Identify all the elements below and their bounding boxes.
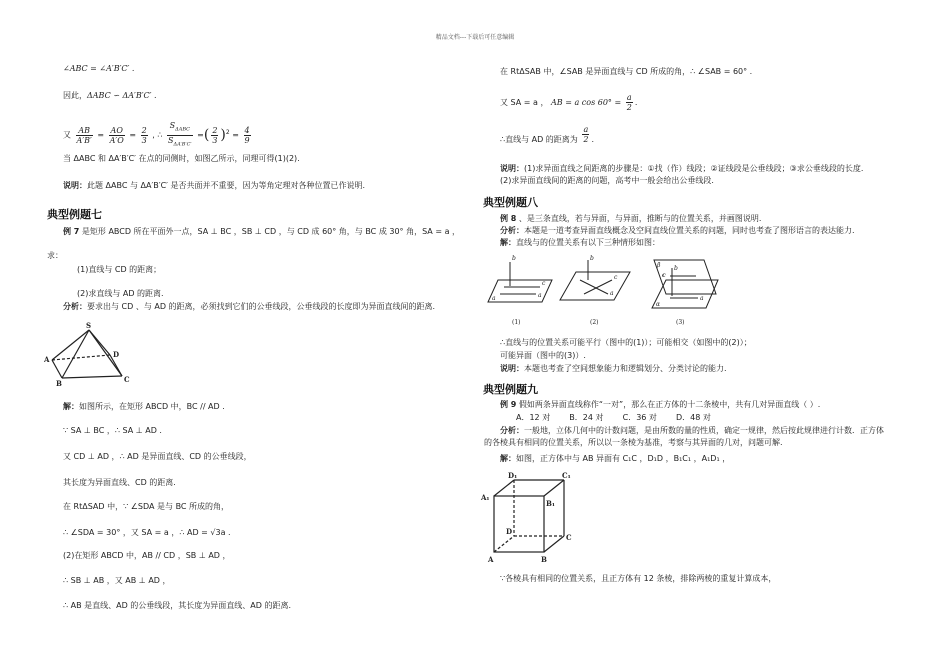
conclusion-8-line-2: 可能异面（图中的(3)）.	[500, 351, 586, 360]
fig8-label-a3: a	[700, 295, 704, 302]
power-base-num: 2	[212, 125, 218, 135]
step-4: 在 RtΔSAD 中，∵ ∠SDA 是与 BC 所成的角，	[63, 502, 230, 511]
question-2: (2)求直线与 AD 的距离.	[77, 289, 164, 298]
edge-ad	[52, 355, 110, 360]
right-line-3: ∴直线与 AD 的距离为 $\frac{a}{2}$ .	[500, 125, 594, 144]
area-den-s: S	[167, 135, 174, 145]
option-b: B．24 对	[569, 413, 604, 422]
cube-label-c1: C₁	[562, 471, 571, 480]
summary-1: (1)求异面直线之间距离的步骤是：①找（作）线段；②证线段是公垂线段；③求公垂线段的长度.	[524, 164, 864, 173]
ratio-frac-2-den: A′O	[109, 135, 124, 145]
options-line	[516, 412, 711, 423]
fig8-label-a1: a	[538, 292, 542, 299]
question-1: (1)直线与 CD 的距离；	[77, 265, 162, 274]
example-9-text: 假如两条异面直线称作“一对”，那么在正方体的十二条棱中，共有几对异面直线（ ）.	[518, 400, 821, 409]
option-d: D．48 对	[676, 413, 711, 422]
fig8-label-beta: β	[657, 262, 661, 269]
analysis-7-label: 分析：	[63, 302, 87, 311]
power-base-frac	[211, 126, 218, 145]
analysis-8-label: 分析：	[500, 226, 524, 235]
result-num: 4	[244, 125, 250, 135]
analysis-9-line-1	[500, 425, 884, 436]
solution-7-line	[63, 401, 225, 412]
fig8-label-alpha-1: a	[492, 295, 496, 302]
edge-ab	[52, 360, 62, 378]
analysis-7-line	[63, 301, 435, 312]
caption-3: (3)	[676, 319, 685, 326]
example-8-line	[500, 213, 761, 224]
right-line-1: 在 RtΔSAB 中，∠SAB 是异面直线与 CD 所成的角，∴ ∠SAB = 60° .	[500, 67, 753, 76]
example-7-text: 是矩形 ABCD 所在平面外一点，SA ⊥ BC ，SB ⊥ CD ，与 CD 成 60° 角，与 BC 成 30° 角，SA = a ，	[81, 227, 461, 236]
label-b: B	[56, 379, 62, 388]
power-base-den: 3	[212, 135, 218, 145]
edge-sa	[52, 330, 89, 360]
ratio-frac-3-num: 2	[141, 125, 147, 135]
ratio-frac-3-den: 3	[141, 135, 147, 145]
label-d: D	[113, 350, 120, 359]
page-header: 精品文档---下载后可任意编辑	[435, 34, 515, 41]
solution-7-label: 解：	[63, 402, 79, 411]
fig8-label-c2: c	[614, 274, 618, 281]
label-a: A	[44, 355, 50, 364]
fig8-label-c1: c	[542, 280, 546, 287]
step-5: ∴ ∠SDA = 30° ，又 SA = a ，∴ AD = √3a .	[63, 528, 231, 537]
analysis-8-text: 本题是一道考查异面直线概念及空间直线位置关系的问题，同时也考查了图形语言的表达能力.	[524, 226, 855, 235]
note-8-text: 本题也考查了空间想象能力和逻辑划分、分类讨论的能力.	[524, 364, 727, 373]
result-den: 9	[244, 135, 250, 145]
edge-bc	[544, 536, 564, 552]
area-num-s: S	[169, 121, 176, 131]
note-8-line	[500, 363, 727, 374]
step-2: 又 CD ⊥ AD ，∴ AD 是异面直线、CD 的公垂线段，	[63, 452, 252, 461]
label-s: S	[86, 321, 92, 330]
note-label: 说明：	[63, 181, 87, 190]
analysis-8-line	[500, 225, 855, 236]
cube-label-b1: B₁	[546, 499, 555, 508]
edge-bc	[62, 376, 122, 378]
example-7-label: 例 7	[63, 227, 80, 236]
label-c: C	[124, 375, 130, 384]
ratio-line: 又 $\frac{AB}{A'B'}$ = $\frac{AO}{A'O}$ = $\frac{2}{3}$ , ∴ $\frac{S_{\Delta ABC}}{S_{\Delta A'B'C'}}$ =( $\frac{2}{3}$ )$^2$ = $\frac{4}{9}$	[63, 121, 250, 148]
analysis-9-text-1: 一般地，立体几何中的计数问题，是由所数的量的性质，确定一规律，然后按此规律进行计数．正方体	[524, 426, 884, 435]
example-7-qiu: 求：	[47, 251, 63, 260]
solution-8-line	[500, 237, 660, 248]
same-side-line: 当 ΔABC 和 ΔA′B′C′ 在点的同侧时，如图乙所示，同理可得(1)(2).	[63, 154, 300, 163]
right-line-2-eq: AB = a cos 60° =	[551, 98, 622, 107]
caption-1: (1)	[512, 319, 521, 326]
cube-label-b: B	[541, 555, 547, 564]
heading-example-7: 典型例题七	[47, 208, 102, 221]
step-3: 其长度为异面直线、CD 的距离.	[63, 478, 176, 487]
ratio-frac-2	[109, 126, 125, 145]
solution-7-text: 如图所示，在矩形 ABCD 中，BC // AD .	[79, 402, 225, 411]
fig8-label-alpha-3: α	[656, 301, 661, 308]
analysis-9-label: 分析：	[500, 426, 524, 435]
right-line-2-you: 又 SA = a ，	[500, 98, 549, 107]
edge-a1d1	[494, 480, 514, 496]
edge-ad	[494, 536, 514, 552]
right-line-2: 又 SA = a ， AB = a cos 60° = $\frac{a}{2}$ .	[500, 93, 638, 112]
solution-8-text: 直线与的位置关系有以下三种情形如图：	[516, 238, 660, 247]
step-1: ∵ SA ⊥ BC ，∴ SA ⊥ AD .	[63, 426, 162, 435]
cube-label-d1: D₁	[508, 471, 518, 480]
pyramid-figure	[44, 318, 139, 390]
step-8: ∴ AB 是直线、AD 的公垂线段，其长度为异面直线、AD 的距离.	[63, 601, 292, 610]
step-6: (2)在矩形 ABCD 中，AB // CD ，SB ⊥ AD ，	[63, 551, 231, 560]
ratio-frac-1	[76, 126, 93, 145]
analysis-7-text: 要求出与 CD 、与 AD 的距离，必须找到它们的公垂线段，公垂线段的长度即为异面直线间的距离.	[87, 302, 436, 311]
cube-label-a1: A₁	[481, 493, 490, 502]
example-9-label: 例 9	[500, 400, 517, 409]
option-c: C．36 对	[622, 413, 657, 422]
example-9-line	[500, 399, 820, 410]
plane-2	[560, 272, 630, 300]
similar-prefix: 因此，	[63, 91, 87, 100]
area-ratio-frac	[167, 121, 193, 149]
solution-9-line	[500, 453, 730, 464]
distance-den: 2	[583, 135, 589, 144]
ab-value-frac	[626, 93, 633, 112]
fig8-label-b3: b	[674, 265, 678, 272]
ab-value-num: a	[626, 93, 632, 102]
line-a-2	[580, 280, 608, 294]
right-line-3-text: ∴直线与 AD 的距离为	[500, 135, 578, 144]
note-8-label: 说明：	[500, 364, 524, 373]
fig8-label-b2: b	[590, 255, 594, 262]
solution-9-text: 如图，正方体中与 AB 异面有 C₁C ，D₁D ，B₁C₁ ，A₁D₁ ，	[516, 454, 731, 463]
summary-label: 说明：	[500, 164, 524, 173]
option-a: A．12 对	[516, 413, 551, 422]
fig8-label-c3: c	[662, 272, 666, 279]
cube-label-d: D	[506, 527, 513, 536]
example-8-label: 例 8	[500, 214, 517, 223]
ratio-frac-1-num: AB	[76, 126, 93, 136]
area-num-sub: ΔABC	[175, 126, 190, 133]
step-7: ∴ SB ⊥ AB ，又 AB ⊥ AD ，	[63, 576, 171, 585]
power-exponent: 2	[225, 129, 230, 136]
similar-math: ΔABC ∽ ΔA′B′C′ .	[87, 91, 157, 100]
caption-2: (2)	[590, 319, 599, 326]
similar-line	[63, 90, 157, 101]
edge-sb	[62, 330, 89, 378]
cube-front-face	[494, 496, 544, 552]
result-frac	[244, 126, 251, 145]
edge-sd	[89, 330, 110, 355]
equal-angle-line: ∠ABC = ∠A′B′C′ .	[63, 64, 135, 73]
ratio-therefore: ∴	[157, 130, 163, 140]
conclusion-8-line-1: ∴直线与的位置关系可能平行（图中的(1)）；可能相交（如图中的(2)）；	[500, 338, 752, 347]
cube-label-c: C	[566, 533, 572, 542]
distance-num: a	[583, 125, 589, 134]
analysis-9-line-2: 的各棱具有相同的位置关系，所以以一条棱为基准，考察与其异面的几对，问题可解.	[484, 438, 783, 447]
edge-b1c1	[544, 480, 564, 496]
solution-9-label: 解：	[500, 454, 516, 463]
cube-label-a: A	[488, 555, 494, 564]
ratio-frac-3	[141, 126, 148, 145]
area-den-sub: ΔA′B′C′	[173, 141, 192, 148]
ratio-you: 又	[63, 130, 71, 140]
line-c-2	[584, 280, 612, 294]
heading-example-9: 典型例题九	[483, 383, 538, 396]
example-7-line	[63, 226, 460, 237]
note-text: 此题 ΔABC 与 ΔA′B′C′ 是否共面并不重要，因为等角定理对各种位置已作说明.	[87, 181, 366, 190]
summary-2: (2)求异面直线间的距离的问题，高考中一般会给出公垂线段.	[500, 176, 714, 185]
cube-figure	[478, 470, 588, 566]
ratio-frac-2-num: AO	[110, 125, 123, 135]
note-line	[63, 180, 365, 191]
solution-8-label: 解：	[500, 238, 516, 247]
three-cases-figure	[484, 250, 724, 328]
distance-frac	[582, 125, 589, 144]
final-line: ∵各棱具有相同的位置关系，且正方体有 12 条棱，排除两棱的重复计算成本，	[500, 574, 777, 583]
fig8-label-b1: b	[512, 255, 516, 262]
heading-example-8: 典型例题八	[483, 196, 538, 209]
ratio-frac-1-den: A′B′	[76, 135, 92, 145]
example-8-text: 、是三条直线，若与异面，与异面，推断与的位置关系，并画图说明.	[518, 214, 762, 223]
fig8-label-a2: a	[610, 290, 614, 297]
summary-line-1	[500, 163, 863, 174]
ab-value-den: 2	[626, 103, 632, 112]
